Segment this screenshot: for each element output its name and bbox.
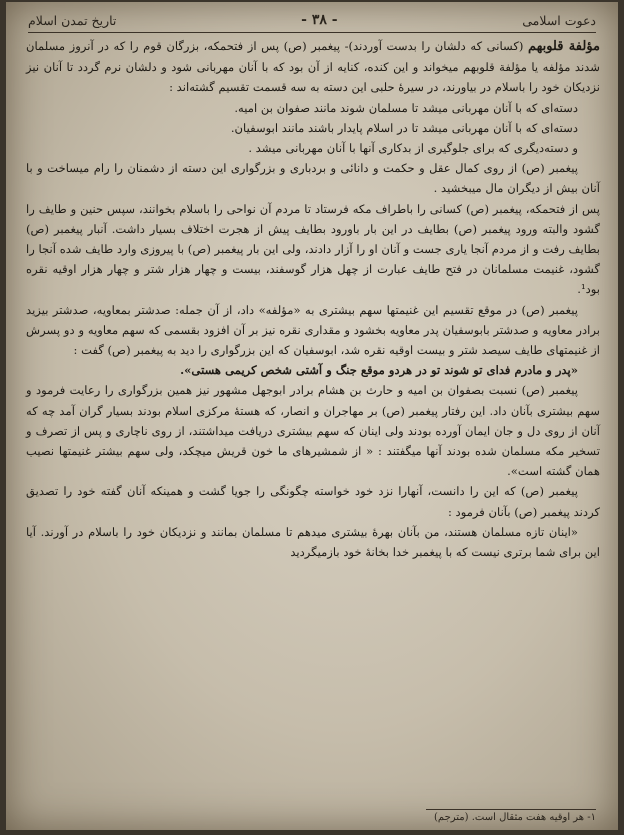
paragraph-9: پیغمبر (ص) نسبت بصفوان بن امیه و حارث بن هشام برادر ابوجهل مشهور نیز همین بزرگواری را رعایت فرمود و سهم بیشتری بآنان داد. این رفتار پیغمبر (ص) بر مهاجران و انصار، که هستهٔ مرکزی اسلام بودند بسیار گران آمد چه که آنان از روی دل و جان ایمان آورده بودند ولی اینان که سهم بیشتری دریافت میداشتند، از روی ناچاری و پس از تصرف و تسخیر مکه مسلمان شده بودند آنها میگفتند : « از شمشیرهای ما خون قریش میچکد، ولی سهم بیشتر غنیمتها نصیب همان گشته است».	[26, 383, 600, 479]
section-term: مؤلفة قلوبهم	[527, 39, 600, 54]
header-book-title: تاریخ تمدن اسلام	[28, 12, 117, 28]
paragraph-6: پس از فتحمکه، پیغمبر (ص) کسانی را باطراف مکه فرستاد تا مردم آن نواحی را باسلام بخوانند، سپس حنین و طایف را گشود والبته ورود پیغمبر (ص) بطایف در این بار باورود بطایف پیش از هجرت اختلاف بسیار داشت. آنبار پیغمبر (ص) بطایف رفت و از مردم آنجا یاری جست و آنان او را آزار دادند، ولی این بار پیغمبر (ص) با پیروزی وارد طایف شده آنجا را گشود، غنیمت مسلمانان در فتح طایف عبارت از چهل هزار گوسفند، بیست و چهار هزار شتر و چهار هزار اوقیه نقره بود¹.	[26, 201, 600, 297]
footnote-rule	[426, 809, 596, 810]
paragraph-2: دسته‌ای که با آنان مهربانی میشد تا مسلمان شوند مانند صفوان بن امیه.	[234, 100, 578, 115]
paragraph-3: دسته‌ای که با آنان مهربانی میشد تا در اسلام پایدار باشند مانند ابوسفیان.	[230, 120, 578, 135]
paragraph-1	[26, 36, 600, 98]
paragraph-11: «اینان تازه مسلمان هستند، من بآنان بهرهٔ بیشتری میدهم تا مسلمان بمانند و نزدیکان خود را باسلام در آورند. آیا این برای شما برتری نیست که با پیغمبر خدا بخانهٔ خود بازمیگردید	[26, 524, 600, 560]
paragraph-5: پیغمبر (ص) از روی کمال عقل و حکمت و دانائی و بردباری و بزرگواری این دسته از دشمنان را رام میساخت و با آنان بیش از دیگران مال میبخشید .	[26, 161, 600, 196]
quote-abusufyan: «پدر و مادرم فدای تو شوند تو در هردو موقع جنگ و آشتی شخص کریمی هستی».	[180, 363, 578, 378]
body-text	[26, 36, 600, 796]
paragraph-10: پیغمبر (ص) که این را دانست، آنهارا نزد خود خواسته چگونگی را جویا گشت و همینکه آنان گفته خود را تصدیق کردند پیغمبر (ص) بآنان فرمود :	[26, 484, 600, 519]
running-header	[28, 8, 596, 32]
paragraph-7: پیغمبر (ص) در موقع تقسیم این غنیمتها سهم بیشتری به «مؤلفه» داد، از آن جمله: صدشتر بمعاویه، صدشتر بیزید برادر معاویه و صدشتر بابوسفیان پدر معاویه بخشود و مقداری نقره نیز بر آن افزود بقسمی که سهم معاویه و دو پسرش از غنیمتهای طایف سیصد شتر و بیست اوقیه نقره شد، ابوسفیان که این بزرگواری را دید به پیغمبر (ص) گفت :	[26, 302, 600, 358]
paragraph-1-text: (کسانی که دلشان را بدست آوردند)- پیغمبر (ص) پس از فتحمکه، بزرگان قوم را که در آنروز مسلمان شدند مؤلفه یا مؤلفة قلوبهم میخواند و این کنده، کنایه از آن بود که با آنان مهربانی شود و دلشان نرم گردد تا آنان نیز نزدیکان خود را باسلام در بیاورند، در سیرهٔ حلبی این دسته به سه قسمت تقسیم گشته‌اند :	[26, 39, 600, 95]
footnote: ۱- هر اوقیه هفت مثقال است. (مترجم)	[434, 812, 596, 823]
header-rule	[28, 32, 596, 33]
header-book-section: دعوت اسلامی	[522, 12, 596, 28]
paragraph-4: و دسته‌دیگری که برای جلوگیری از بدکاری آنها با آنان مهربانی میشد .	[248, 141, 578, 156]
document-page	[6, 2, 618, 830]
page-number: - ۳۸ -	[301, 12, 338, 28]
